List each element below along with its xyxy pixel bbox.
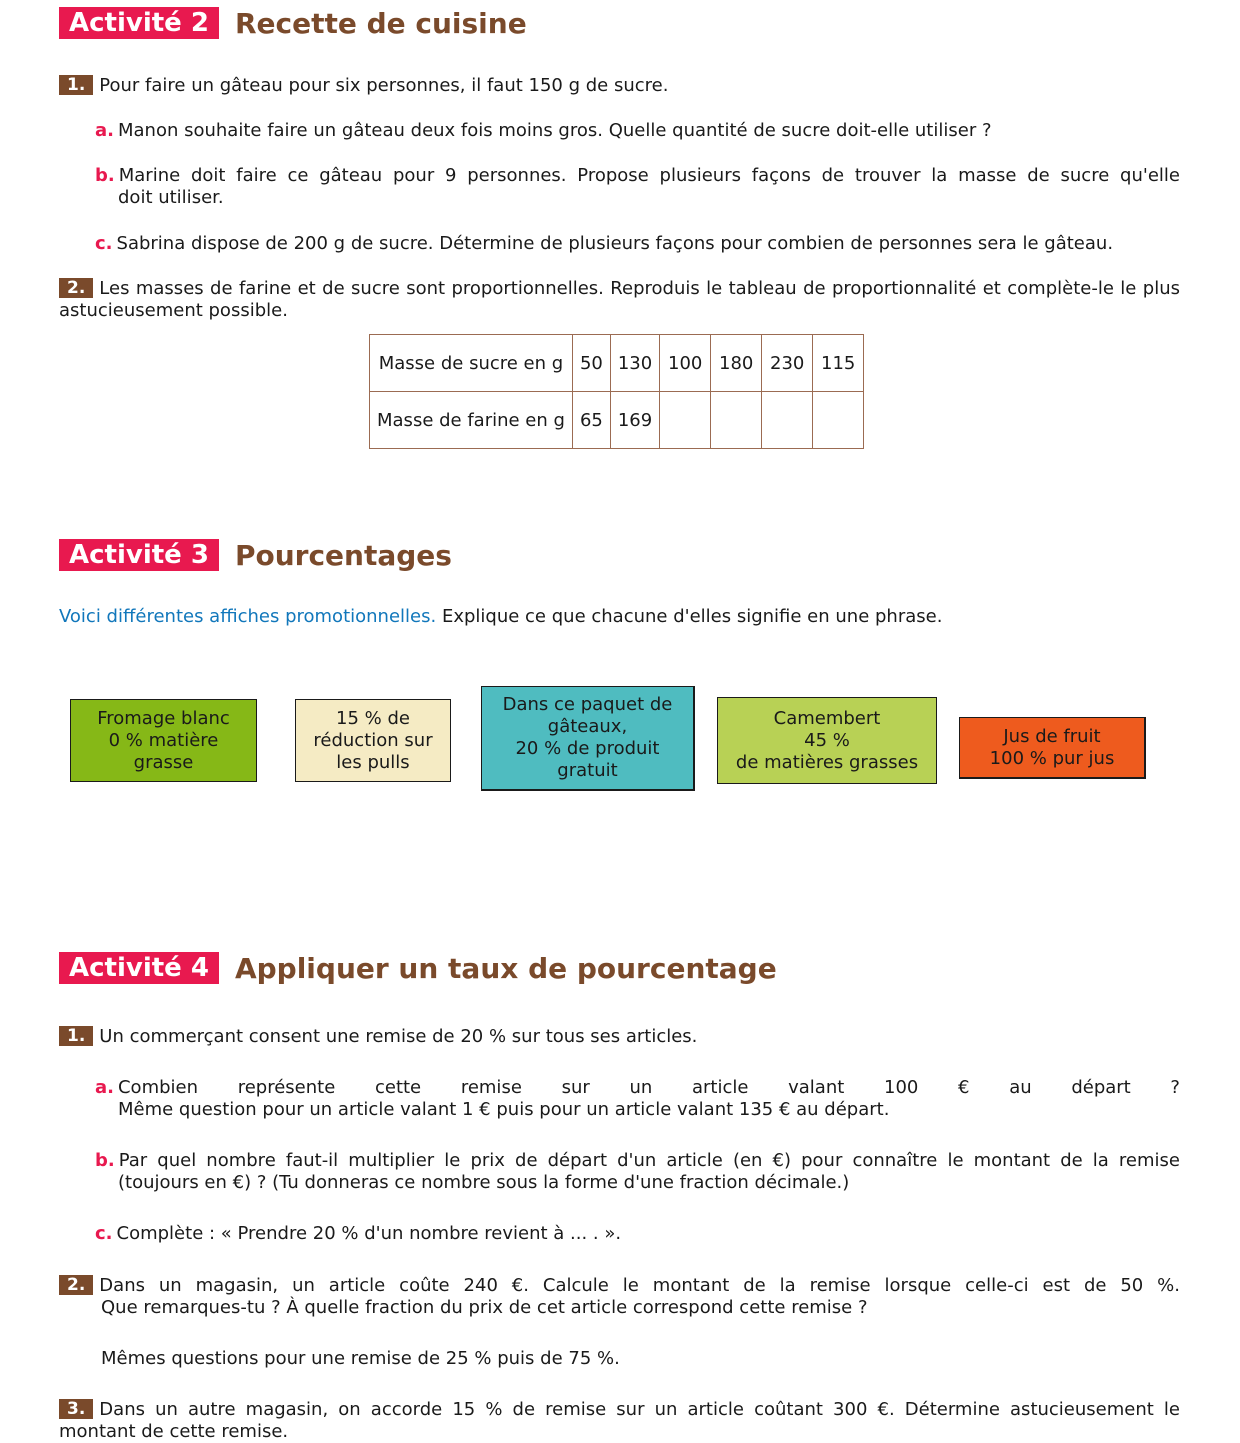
- promo-text: 15 % de réduction sur les pulls: [313, 707, 433, 773]
- part-letter: a.: [95, 1077, 114, 1098]
- activity-3-badge: Activité 3: [59, 539, 219, 571]
- activity-2-header: [59, 6, 527, 40]
- act4-question-2: [59, 1275, 1180, 1319]
- activity-3-title: Pourcentages: [234, 538, 452, 572]
- table-cell: 100: [660, 335, 711, 392]
- question-number: 1.: [59, 75, 93, 95]
- act2-question-2: [59, 278, 1180, 322]
- intro-text: Explique ce que chacune d'elles signifie en une phrase.: [441, 606, 943, 627]
- table-cell: 65: [572, 392, 610, 449]
- part-letter: c.: [95, 1223, 113, 1244]
- intro-highlight: Voici différentes affiches promotionnelles.: [59, 606, 437, 627]
- part-text: Par quel nombre faut-il multiplier le prix de départ d'un article (en €) pour connaître le montant de la remise: [118, 1150, 1180, 1171]
- question-text: Pour faire un gâteau pour six personnes, il faut 150 g de sucre.: [99, 75, 669, 96]
- table-row-flour: [370, 392, 864, 449]
- question-number: 3.: [59, 1399, 93, 1419]
- activity-3-header: [59, 538, 452, 572]
- promo-poster: [717, 697, 937, 784]
- table-cell-empty: [762, 392, 813, 449]
- part-text: Marine doit faire ce gâteau pour 9 personnes. Propose plusieurs façons de trouver la masse de sucre qu'elle: [118, 165, 1180, 186]
- part-text: Manon souhaite faire un gâteau deux fois moins gros. Quelle quantité de sucre doit-elle utiliser ?: [117, 120, 992, 141]
- activity-4-header: [59, 951, 777, 985]
- act2-q1-part-c: [95, 233, 1180, 255]
- row-label: Masse de sucre en g: [370, 335, 573, 392]
- act4-q1-part-b: [95, 1150, 1180, 1194]
- act3-intro: [59, 606, 1180, 628]
- promo-poster: [481, 686, 695, 791]
- act2-q1-part-a: [95, 120, 1180, 142]
- question-text: Les masses de farine et de sucre sont proportionnelles. Reproduis le tableau de proportionnalité et complète-le le plus astucieusement possible.: [59, 278, 1180, 321]
- act2-question-1: [59, 75, 1180, 97]
- part-text-continued: (toujours en €) ? (Tu donneras ce nombre sous la forme d'une fraction décimale.): [118, 1172, 850, 1193]
- promo-poster: [70, 699, 257, 782]
- table-cell-empty: [813, 392, 864, 449]
- question-text-extra: Mêmes questions pour une remise de 25 % puis de 75 %.: [101, 1348, 620, 1369]
- table-cell-empty: [660, 392, 711, 449]
- activity-4-badge: Activité 4: [59, 952, 219, 984]
- act4-q1-part-c: [95, 1223, 1180, 1245]
- table-cell-empty: [711, 392, 762, 449]
- promo-text: Fromage blanc 0 % matière grasse: [97, 707, 230, 773]
- promo-text: Dans ce paquet de gâteaux, 20 % de produit gratuit: [502, 694, 673, 781]
- promo-poster: [959, 717, 1146, 779]
- part-text: Combien représente cette remise sur un article valant 100 € au départ ?: [117, 1077, 1180, 1098]
- part-text: Complète : « Prendre 20 % d'un nombre revient à ... . ».: [116, 1223, 622, 1244]
- table-cell: 230: [762, 335, 813, 392]
- act4-q1-part-a: [95, 1077, 1180, 1121]
- promo-poster: [295, 699, 451, 782]
- table-row-sugar: [370, 335, 864, 392]
- question-text: Dans un magasin, un article coûte 240 €. Calcule le montant de la remise lorsque celle-ci est de 50 %.: [99, 1275, 1180, 1296]
- table-cell: 169: [610, 392, 659, 449]
- table-cell: 115: [813, 335, 864, 392]
- promo-text: Jus de fruit 100 % pur jus: [989, 725, 1115, 769]
- act4-question-2-extra: [59, 1348, 1180, 1370]
- question-text: Un commerçant consent une remise de 20 % sur tous ses articles.: [99, 1026, 698, 1047]
- part-text: Sabrina dispose de 200 g de sucre. Détermine de plusieurs façons pour combien de personnes sera le gâteau.: [116, 233, 1114, 254]
- question-number: 2.: [59, 1275, 93, 1295]
- part-text-continued: Même question pour un article valant 1 € puis pour un article valant 135 € au départ.: [118, 1099, 890, 1120]
- row-label: Masse de farine en g: [370, 392, 573, 449]
- part-text-continued: doit utiliser.: [118, 187, 224, 208]
- act2-q1-part-b: [95, 165, 1180, 209]
- table-cell: 130: [610, 335, 659, 392]
- act4-question-3: [59, 1399, 1180, 1443]
- part-letter: a.: [95, 120, 114, 141]
- table-cell: 50: [572, 335, 610, 392]
- question-text: Dans un autre magasin, on accorde 15 % de remise sur un article coûtant 300 €. Détermine astucieusement le montant de cette remise.: [59, 1399, 1180, 1442]
- proportionality-table: [369, 334, 864, 449]
- part-letter: b.: [95, 165, 115, 186]
- part-letter: b.: [95, 1150, 115, 1171]
- question-text-continued: Que remarques-tu ? À quelle fraction du prix de cet article correspond cette remise ?: [101, 1297, 868, 1318]
- activity-2-badge: Activité 2: [59, 7, 219, 39]
- part-letter: c.: [95, 233, 113, 254]
- promo-text: Camembert 45 % de matières grasses: [735, 707, 919, 773]
- act4-question-1: [59, 1026, 1180, 1048]
- question-number: 2.: [59, 278, 93, 298]
- table-cell: 180: [711, 335, 762, 392]
- activity-2-title: Recette de cuisine: [234, 6, 527, 40]
- activity-4-title: Appliquer un taux de pourcentage: [234, 951, 777, 985]
- question-number: 1.: [59, 1026, 93, 1046]
